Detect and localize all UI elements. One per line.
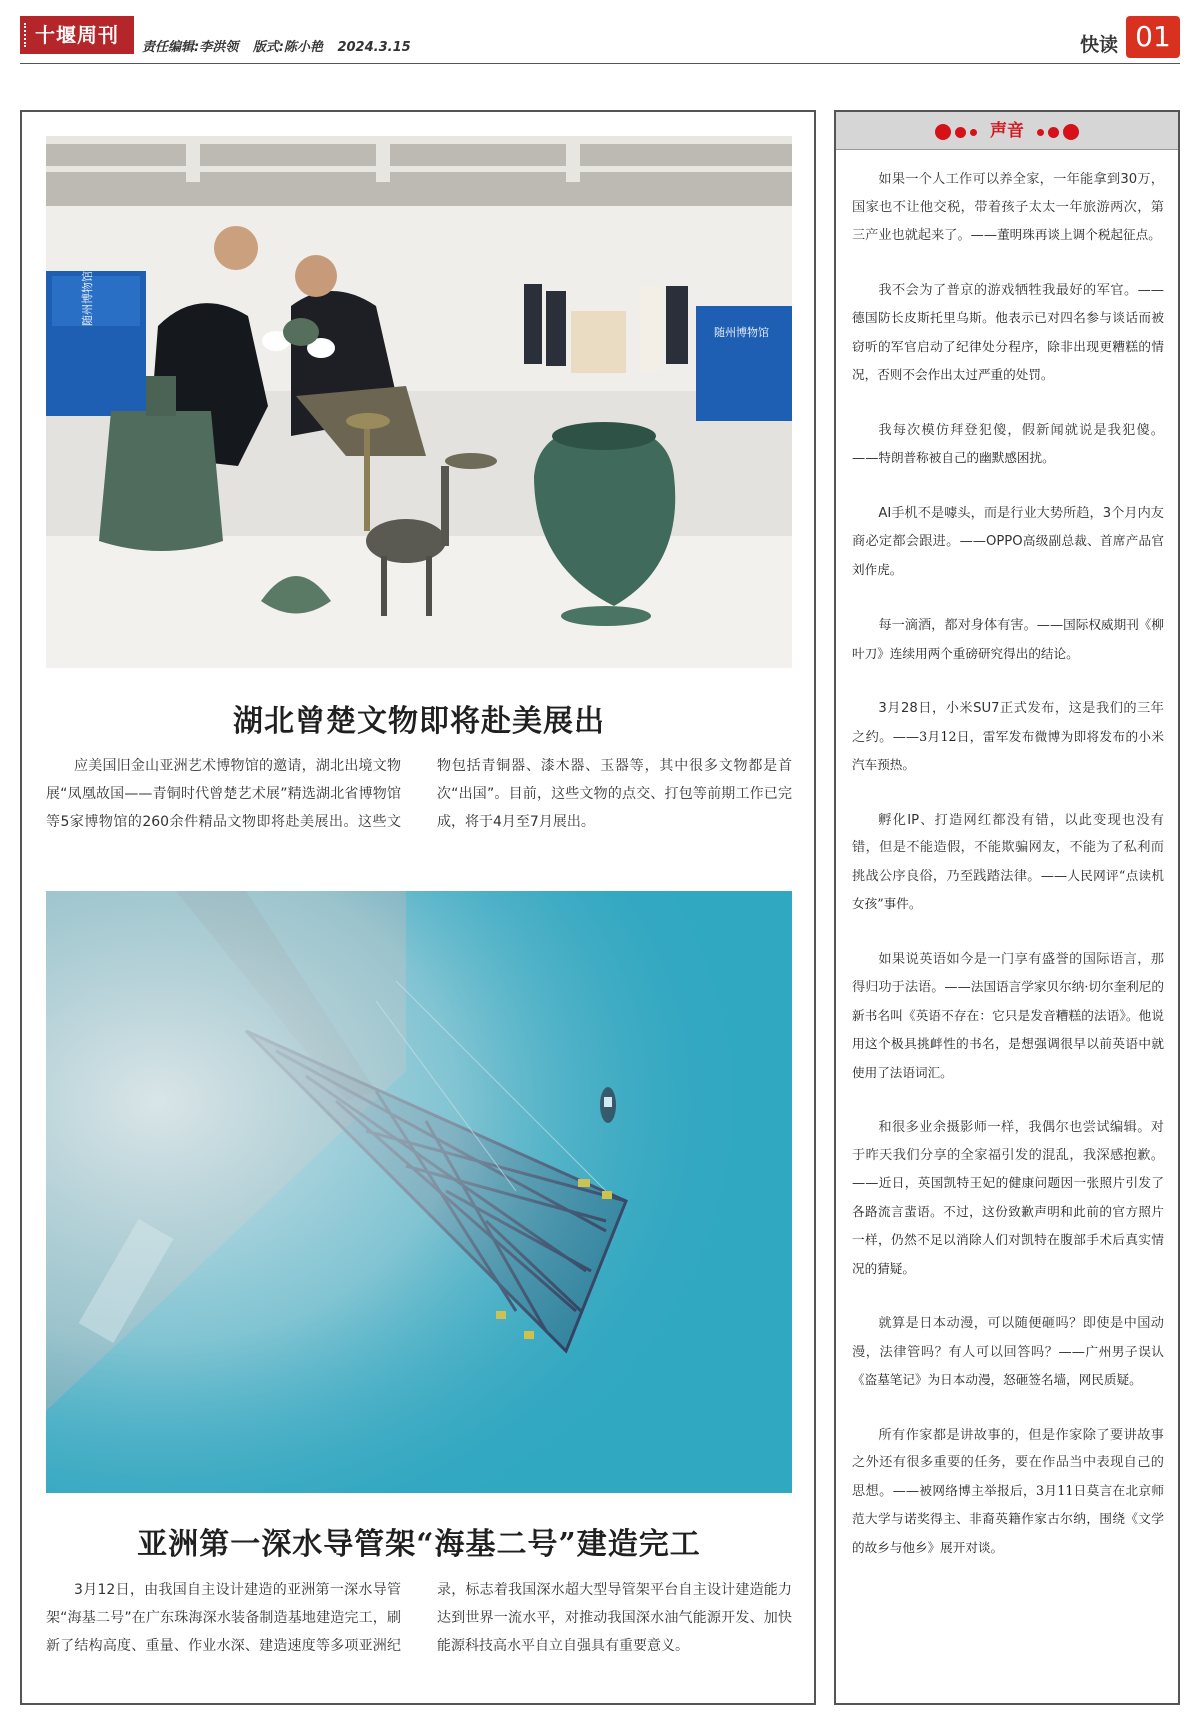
quote-text: 如果说英语如今是一门享有盛誉的国际语言，那得归功于法语。——: [852, 951, 1164, 995]
artifacts-photo: [46, 136, 792, 668]
quote-source: 德国防长皮斯托里乌斯。他表示已对四名参与谈话而被窃听的军官启动了纪律处分程序，除非出现更糟糕的情况，否则不会作出太过严重的处罚。: [852, 310, 1164, 382]
quote-text: 我不会为了普京的游戏牺牲我最好的军官。——: [878, 282, 1164, 298]
voices-title: 声音: [990, 121, 1024, 141]
quote-item: [852, 1114, 1164, 1283]
quote-source: 人民网评“点读机女孩”事件。: [852, 867, 1164, 911]
quote-source: 广州男子误认《盗墓笔记》为日本动漫，怒砸签名墙，网民质疑。: [852, 1343, 1165, 1387]
quote-text: 就算是日本动漫，可以随便砸吗？即使是中国动漫，法律管吗？有人可以回答吗？——: [852, 1316, 1164, 1360]
quote-text: AI手机不是噱头，而是行业大势所趋，3个月内友商必定都会跟进。——OPPO: [852, 505, 1164, 549]
editor-credit: 责任编辑:李洪领: [142, 40, 239, 55]
quote-item: [852, 611, 1164, 668]
masthead-logo: 十堰周刊: [20, 16, 134, 54]
museum-sign-left: 随州博物馆: [81, 271, 94, 326]
article2-headline: 亚洲第一深水导管架“海基二号”建造完工: [137, 1527, 701, 1562]
article1-paragraph: 应美国旧金山亚洲艺术博物馆的邀请，湖北出境文物展“凤凰故国——青铜时代曾楚艺术展”精选湖北省博物馆等5家博物馆的260余件精品文物即将赴美展出。这些文物包括青铜器、漆木器、玉器等，其中很多文物都是首次“出国”。目前，这些文物的点交、打包等前期工作已完成，将于4月至7月展出。: [46, 758, 792, 830]
article2-paragraph: 3月12日，由我国自主设计建造的亚洲第一深水导管架“海基二号”在广东珠海深水装备制造基地建造完工，刷新了结构高度、重量、作业水深、建造速度等多项亚洲纪录，标志着我国深水超大型导管架平台自主设计建造能力达到世界一流水平，对推动我国深水油气能源开发、加快能源科技高水平自立自强具有重要意义。: [46, 1582, 792, 1654]
quote-item: [852, 946, 1164, 1088]
quote-source: 国际权威期刊《柳叶刀》连续用两个重磅研究得出的结论。: [852, 617, 1164, 661]
quote-list: [852, 166, 1164, 1589]
jacket-aerial-photo: [46, 891, 792, 1493]
jacket-photo-illustration: [46, 891, 792, 1493]
section-name: 快读: [1079, 34, 1118, 56]
article2-body: [46, 1576, 792, 1696]
main-panel: [20, 110, 816, 1705]
quote-item: [852, 277, 1164, 390]
quote-source: 董明珠再谈上调个税起征点。: [997, 227, 1161, 242]
artifacts-photo-illustration: [46, 136, 792, 668]
quote-text: 我每次模仿拜登犯傻，假新闻就说是我犯傻。——: [852, 422, 1164, 466]
issue-date: 2024.3.15: [337, 40, 411, 55]
decor-dots-left: [933, 122, 979, 141]
quote-text: 每一滴酒，都对身体有害。——: [878, 618, 1064, 633]
quote-item: [852, 500, 1164, 585]
quote-text: 和很多业余摄影师一样，我偶尔也尝试编辑。对于昨天我们分享的全家福引发的混乱，我深感抱歉。——: [852, 1120, 1164, 1191]
quote-source: 特朗普称被自己的幽默感困扰。: [878, 450, 1055, 465]
page-credits: [142, 36, 421, 55]
quote-text: 如果一个人工作可以养全家，一年能拿到30万，国家也不让他交税，带着孩子太太一年旅游两次，第三产业也就起来了。——: [852, 172, 1164, 243]
quote-source: 近日，英国凯特王妃的健康问题因一张照片引发了各路流言蜚语。不过，这份致歉声明和此前的官方照片一样，仍然不足以消除人们对凯特在腹部手术后真实情况的猜疑。: [852, 1175, 1164, 1276]
voices-panel: [834, 110, 1180, 1705]
article1-headline: 湖北曾楚文物即将赴美展出: [233, 704, 605, 739]
article1-body: [46, 752, 792, 842]
quote-source: 法国语言学家贝尔纳·切尔奎利尼的新书名叫《英语不存在：它只是发音糟糕的法语》。他说用这个极具挑衅性的书名，是想强调很早以前英语中就使用了法语词汇。: [852, 979, 1164, 1080]
quote-item: [852, 695, 1164, 780]
layout-credit: 版式:陈小艳: [252, 40, 323, 55]
quote-item: [852, 807, 1164, 919]
quote-source: 被网络博主举报后，3月11日莫言在北京师范大学与诺奖得主、非裔英籍作家古尔纳，围绕《文学的故乡与他乡》展开对谈。: [852, 1482, 1165, 1555]
quote-text: 所有作家都是讲故事的，但是作家除了要讲故事之外还有很多重要的任务，要在作品当中表现自己的思想。——: [852, 1427, 1164, 1499]
quote-item: [852, 166, 1164, 250]
quote-item: [852, 417, 1164, 473]
quote-source: 高级副总裁、首席产品官刘作虎。: [852, 533, 1165, 577]
quote-text: 3月28日，小米SU7正式发布，这是我们的三年之约。——: [852, 701, 1164, 745]
page-number-badge: 01: [1126, 16, 1180, 58]
quote-item: [852, 1422, 1164, 1563]
decor-dots-right: [1035, 122, 1081, 141]
quote-text: 孵化IP、打造网红都没有错，以此变现也没有错，但是不能造假，不能欺骗网友，不能为了私利而挑战公序良俗，乃至践踏法律。——: [852, 812, 1164, 884]
quote-source: 3月12日，雷军发布微博为即将发布的小米汽车预热。: [852, 728, 1164, 772]
museum-sign-right: 随州博物馆: [714, 326, 769, 339]
quote-item: [852, 1310, 1164, 1395]
page-header: [20, 14, 1180, 64]
voices-header: [836, 112, 1178, 150]
